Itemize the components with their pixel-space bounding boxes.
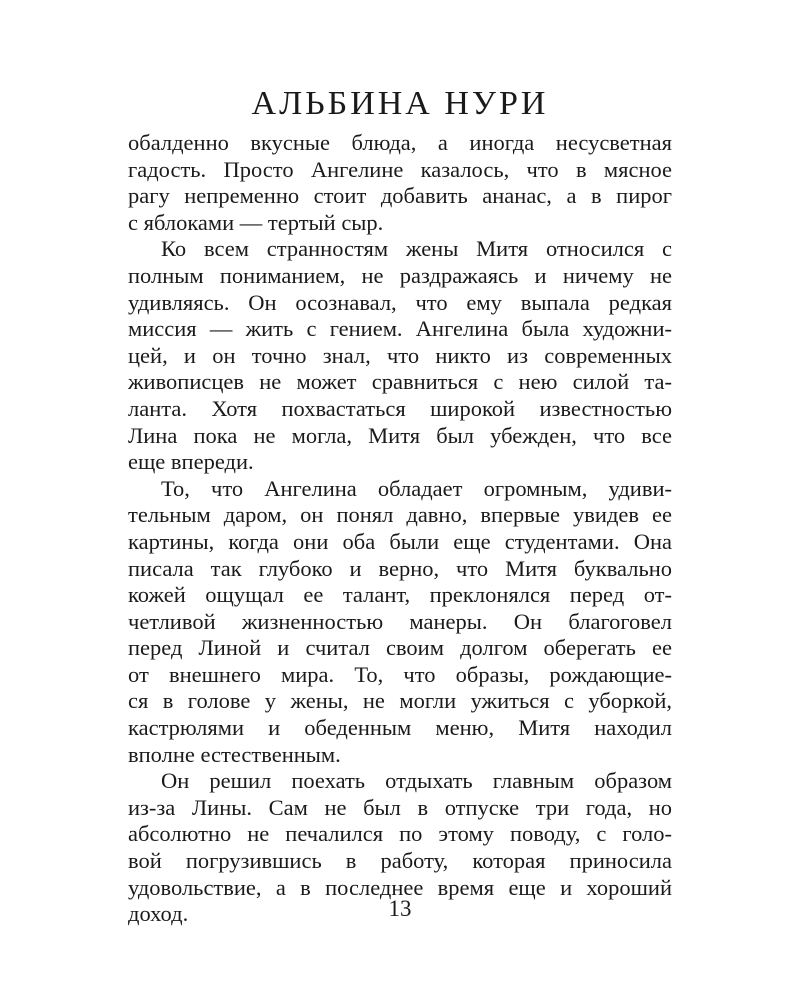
text-line: из-за Лины. Сам не был в отпуске три года, но: [128, 794, 672, 820]
text-line: картины, когда они оба были еще студентами. Она: [128, 528, 672, 554]
text-line: перед Линой и считал своим долгом оберегать ее: [128, 635, 672, 661]
text-line: То, что Ангелина обладает огромным, удиви-: [161, 475, 672, 501]
text-line: писала так глубоко и верно, что Митя буквально: [128, 555, 672, 581]
text-line: вполне естественным.: [128, 741, 341, 767]
text-line: Лина пока не могла, Митя был убежден, что все: [128, 422, 672, 448]
text-line: еще впереди.: [128, 449, 254, 475]
text-line: с яблоками — тертый сыр.: [128, 209, 384, 235]
text-line: удивляясь. Он осознавал, что ему выпала редкая: [128, 289, 672, 315]
text-line: четливой жизненностью манеры. Он благоговел: [128, 608, 672, 634]
body-text: [128, 130, 672, 928]
text-line: цей, и он точно знал, что никто из современных: [128, 342, 672, 368]
text-line: кожей ощущал ее талант, преклонялся перед от-: [128, 582, 672, 608]
paragraph: [128, 476, 672, 769]
text-line: ланта. Хотя похвастаться широкой известностью: [128, 395, 672, 421]
text-line: полным пониманием, не раздражаясь и ничему не: [128, 262, 672, 288]
paragraph: [128, 130, 672, 236]
text-line: абсолютно не печалился по этому поводу, с голо-: [128, 821, 672, 847]
text-line: обалденно вкусные блюда, а иногда несусветная: [128, 130, 672, 155]
text-line: кастрюлями и обеденным меню, Митя находил: [128, 715, 672, 741]
running-head-author: АЛЬБИНА НУРИ: [251, 85, 549, 122]
text-line: удовольствие, а в последнее время еще и хороший: [128, 874, 672, 900]
text-line: гадость. Просто Ангелине казалось, что в мясное: [128, 156, 672, 182]
text-line: от внешнего мира. То, что образы, рождающие-: [128, 661, 672, 687]
text-line: тельным даром, он понял давно, впервые увидев ее: [128, 502, 672, 528]
page-number: 13: [388, 896, 412, 921]
text-line: рагу непременно стоит добавить ананас, а в пирог: [128, 183, 672, 209]
text-line: Ко всем странностям жены Митя относился с: [161, 236, 672, 262]
text-line: ся в голове у жены, не могли ужиться с уборкой,: [128, 688, 672, 714]
text-line: Он решил поехать отдыхать главным образом: [161, 768, 672, 794]
paragraph: [128, 236, 672, 475]
text-line: вой погрузившись в работу, которая приносила: [128, 848, 672, 874]
text-line: миссия — жить с гением. Ангелина была художни-: [128, 316, 672, 342]
text-line: живописцев не может сравниться с нею силой та-: [128, 369, 672, 395]
text-line: доход.: [128, 901, 189, 927]
